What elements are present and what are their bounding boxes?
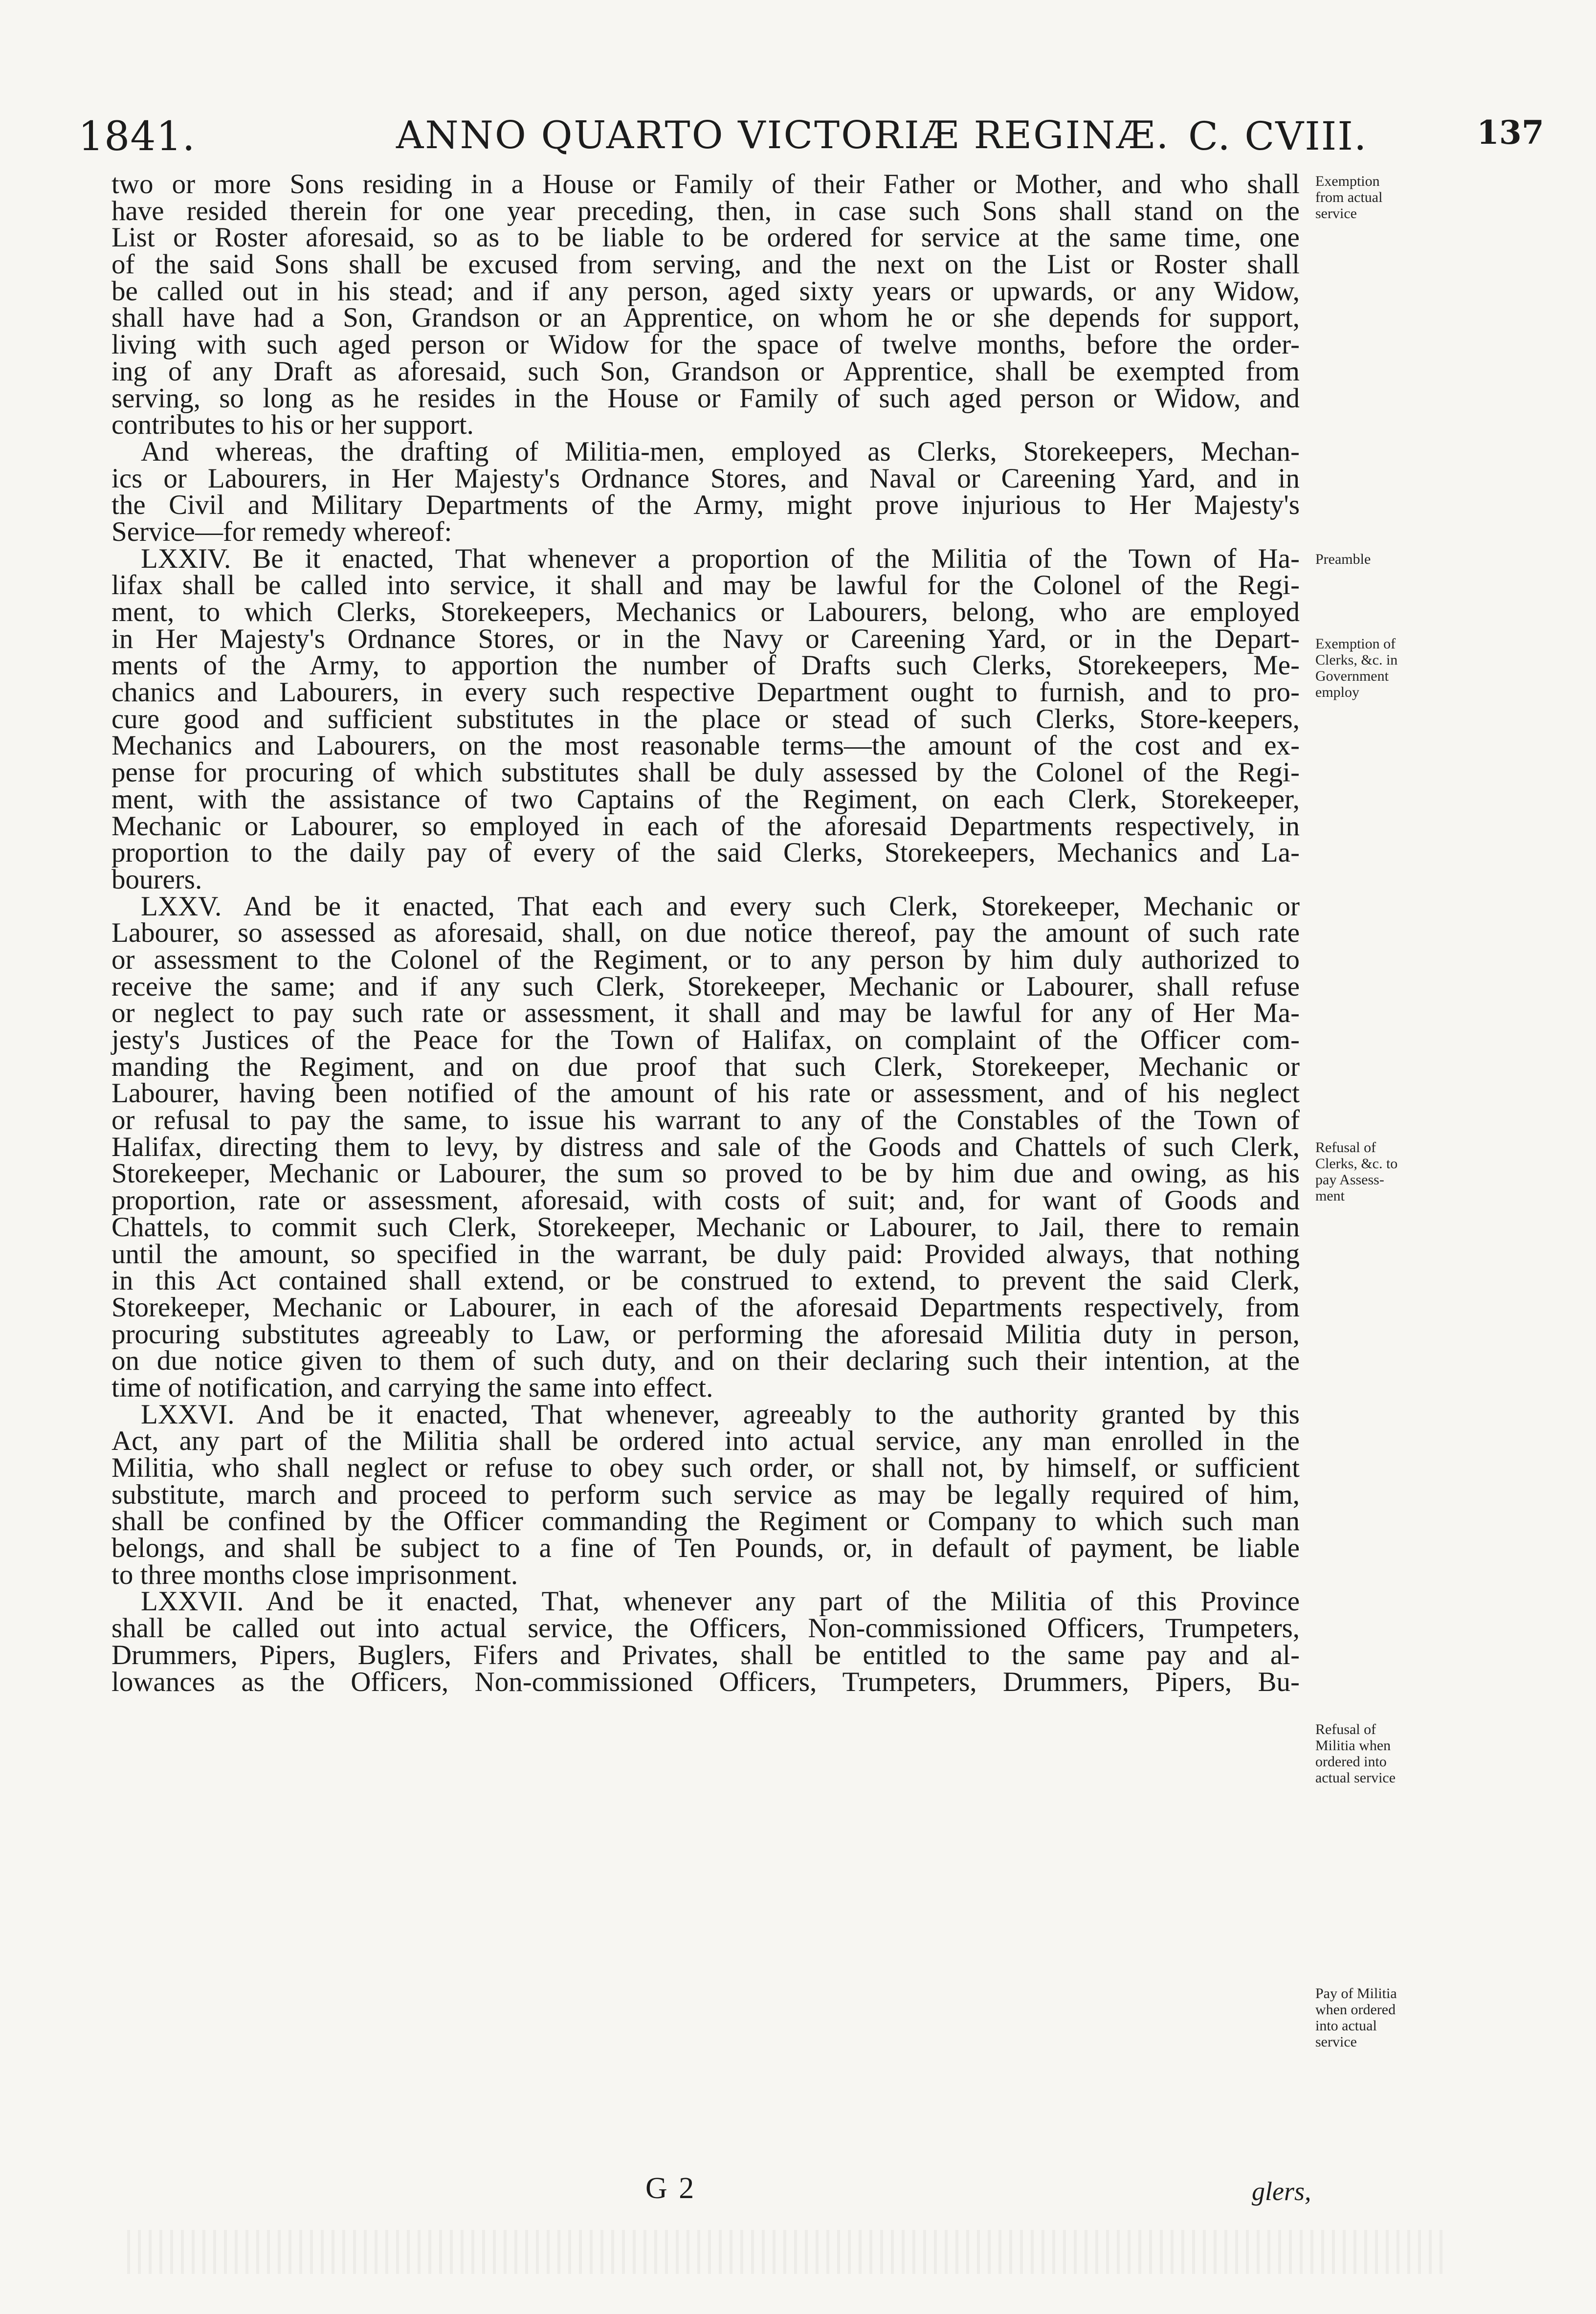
text-line: And whereas, the drafting of Militia-men, employed as Clerks, Storekeepers, Mechan- (141, 436, 1300, 467)
text-line: Chattels, to commit such Clerk, Storekeeper, Mechanic or Labourer, to Jail, there to remain (111, 1211, 1300, 1243)
text-line: proportion to the daily pay of every of the said Clerks, Storekeepers, Mechanics and La- (111, 837, 1300, 868)
body-text (111, 171, 1300, 1695)
text-line: cure good and sufficient substitutes in the place or stead of such Clerks, Store-keepers, (111, 703, 1300, 734)
text-line: ments of the Army, to apportion the number of Drafts such Clerks, Storekeepers, Me- (111, 650, 1300, 681)
text-line: Act, any part of the Militia shall be ordered into actual service, any man enrolled in the (111, 1425, 1300, 1457)
signature-mark: G 2 (645, 2172, 696, 2205)
running-head (78, 113, 1544, 167)
text-line: Labourer, so assessed as aforesaid, shall, on due notice thereof, pay the amount of such rate (111, 917, 1300, 949)
text-line: Service—for remedy whereof: (111, 516, 452, 547)
text-line: Mechanic or Labourer, so employed in each of the aforesaid Departments respectively, in (111, 810, 1300, 842)
text-line: or assessment to the Colonel of the Regiment, or to any person by him duly authorized to (111, 944, 1300, 975)
text-line: ment, to which Clerks, Storekeepers, Mechanics or Labourers, belong, who are employed (111, 597, 1300, 627)
text-line: lowances as the Officers, Non-commissioned Officers, Trumpeters, Drummers, Pipers, Bu- (111, 1666, 1300, 1697)
text-line: LXXIV. Be it enacted, That whenever a proportion of the Militia of the Town of Ha- (141, 543, 1300, 574)
text-line: bourers. (111, 864, 202, 895)
text-line: or refusal to pay the same, to issue his warrant to any of the Constables of the Town of (111, 1105, 1300, 1136)
text-line: on due notice given to them of such duty, and on their declaring such their intention, at the (111, 1345, 1300, 1377)
marginal-note-pay-militia: Pay of Militia when ordered into actual service (1315, 1985, 1397, 2050)
marginal-note-refusal-clerks: Refusal of Clerks, &c. to pay Assess- ment (1315, 1139, 1398, 1204)
text-line: Mechanics and Labourers, on the most reasonable terms—the amount of the cost and ex- (111, 730, 1300, 761)
text-line: two or more Sons residing in a House or Family of their Father or Mother, and who shall (111, 169, 1300, 200)
text-line: procuring substitutes agreeably to Law, or performing the aforesaid Militia duty in person, (111, 1318, 1300, 1350)
text-line: List or Roster aforesaid, so as to be liable to be ordered for service at the same time, one (111, 222, 1300, 253)
text-line: Drummers, Pipers, Buglers, Fifers and Privates, shall be entitled to the same pay and al- (111, 1639, 1300, 1670)
text-line: contributes to his or her support. (111, 409, 474, 441)
text-line: until the amount, so specified in the warrant, be duly paid: Provided always, that nothing (111, 1238, 1300, 1269)
text-line: receive the same; and if any such Clerk, Storekeeper, Mechanic or Labourer, shall refuse (111, 971, 1300, 1002)
text-line: Storekeeper, Mechanic or Labourer, the sum so proved to be by him due and owing, as his (111, 1158, 1300, 1189)
marginal-note-exemption-clerks: Exemption of Clerks, &c. in Government employ (1315, 636, 1398, 700)
text-line: shall be called out into actual service, the Officers, Non-commissioned Officers, Trumpeters, (111, 1613, 1300, 1644)
text-line: or neglect to pay such rate or assessment, it shall and may be lawful for any of Her Ma- (111, 998, 1300, 1029)
text-line: LXXVII. And be it enacted, That, whenever any part of the Militia of this Province (141, 1586, 1300, 1617)
text-line: ics or Labourers, in Her Majesty's Ordnance Stores, and Naval or Careening Yard, and in (111, 463, 1300, 494)
text-line: proportion, rate or assessment, aforesaid, with costs of suit; and, for want of Goods and (111, 1185, 1300, 1216)
text-line: Storekeeper, Mechanic or Labourer, in each of the aforesaid Departments respectively, from (111, 1291, 1300, 1323)
text-line: Militia, who shall neglect or refuse to obey such order, or shall not, by himself, or sufficient (111, 1452, 1300, 1483)
paper-noise (127, 2230, 1447, 2274)
text-line: the Civil and Military Departments of the Army, might prove injurious to Her Majesty's (111, 490, 1300, 521)
text-line: LXXV. And be it enacted, That each and every such Clerk, Storekeeper, Mechanic or (141, 890, 1300, 922)
text-line: of the said Sons shall be excused from serving, and the next on the List or Roster shall (111, 249, 1300, 280)
text-line: manding the Regiment, and on due proof that such Clerk, Storekeeper, Mechanic or (111, 1051, 1300, 1082)
text-line: lifax shall be called into service, it shall and may be lawful for the Colonel of the Regi- (111, 570, 1300, 601)
text-line: in this Act contained shall extend, or be construed to extend, to prevent the said Clerk, (111, 1265, 1300, 1296)
header-chapter: C. CVIII. (1188, 113, 1368, 159)
page-number: 137 (1477, 113, 1544, 152)
marginal-note-refusal-militia: Refusal of Militia when ordered into actual service (1315, 1721, 1396, 1786)
marginal-note-preamble: Preamble (1315, 551, 1371, 567)
header-year: 1841. (78, 113, 196, 160)
text-line: time of notification, and carrying the same into effect. (111, 1372, 713, 1403)
text-line: belongs, and shall be subject to a fine of Ten Pounds, or, in default of payment, be liable (111, 1533, 1300, 1564)
text-line: to three months close imprisonment. (111, 1559, 518, 1590)
text-line: ing of any Draft as aforesaid, such Son, Grandson or Apprentice, shall be exempted from (111, 356, 1300, 387)
header-title: ANNO QUARTO VICTORIÆ REGINÆ. (396, 113, 1170, 157)
text-line: substitute, march and proceed to perform such service as may be legally required of him, (111, 1479, 1300, 1510)
text-line: shall be confined by the Officer commanding the Regiment or Company to which such man (111, 1506, 1300, 1537)
text-line: living with such aged person or Widow for the space of twelve months, before the order- (111, 329, 1300, 360)
text-line: chanics and Labourers, in every such respective Department ought to furnish, and to pro- (111, 677, 1300, 708)
text-line: serving, so long as he resides in the House or Family of such aged person or Widow, and (111, 382, 1300, 414)
text-line: ment, with the assistance of two Captains of the Regiment, on each Clerk, Storekeeper, (111, 783, 1300, 815)
marginal-note-exemption-from-service: Exemption from actual service (1315, 173, 1383, 222)
text-line: jesty's Justices of the Peace for the Town of Halifax, on complaint of the Officer com- (111, 1024, 1300, 1055)
text-line: have resided therein for one year preceding, then, in case such Sons shall stand on the (111, 195, 1300, 226)
text-line: in Her Majesty's Ordnance Stores, or in the Navy or Careening Yard, or in the Depart- (111, 623, 1300, 654)
text-line: LXXVI. And be it enacted, That whenever, agreeably to the authority granted by this (141, 1399, 1300, 1430)
catchword: glers, (1252, 2177, 1311, 2206)
text-line: be called out in his stead; and if any person, aged sixty years or upwards, or any Widow, (111, 275, 1300, 307)
text-line: Labourer, having been notified of the amount of his rate or assessment, and of his neglect (111, 1078, 1300, 1109)
text-line: pense for procuring of which substitutes shall be duly assessed by the Colonel of the Regi- (111, 757, 1300, 788)
text-line: Halifax, directing them to levy, by distress and sale of the Goods and Chattels of such Clerk, (111, 1131, 1300, 1162)
text-line: shall have had a Son, Grandson or an Apprentice, on whom he or she depends for support, (111, 302, 1300, 334)
